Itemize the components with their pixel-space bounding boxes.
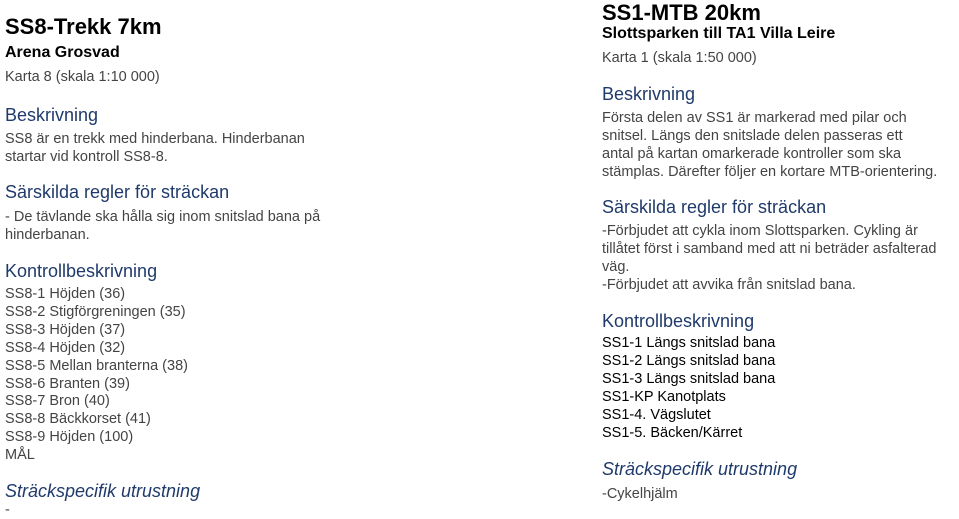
- left-map-info: Karta 8 (skala 1:10 000): [5, 69, 160, 85]
- right-rules-heading: Särskilda regler för sträckan: [602, 197, 827, 217]
- list-item: SS1-4. Vägslutet: [602, 406, 711, 423]
- list-item: SS8-5 Mellan branterna (38): [5, 357, 188, 374]
- list-item: SS8-9 Höjden (100): [5, 429, 134, 446]
- left-controls-list: [5, 286, 188, 465]
- right-stage-title: SS1-MTB 20km: [602, 0, 761, 25]
- list-item: SS1-2 Längs snitslad bana: [602, 352, 776, 369]
- list-item: SS1-3 Längs snitslad bana: [602, 370, 776, 387]
- list-item: SS8-6 Branten (39): [5, 375, 130, 392]
- right-description-line-2: snitsel. Längs den snitslade delen passeras ett: [602, 128, 903, 144]
- list-item: SS8-8 Bäckkorset (41): [5, 411, 151, 428]
- right-description-line-1: Första delen av SS1 är markerad med pilar och: [602, 110, 907, 126]
- right-controls-list: [602, 335, 775, 442]
- left-controls-heading: Kontrollbeskrivning: [5, 261, 158, 281]
- right-map-info: Karta 1 (skala 1:50 000): [602, 50, 757, 66]
- left-equipment-text: -: [5, 502, 10, 518]
- right-description-heading: Beskrivning: [602, 84, 696, 104]
- left-stage-subtitle: Arena Grosvad: [5, 44, 120, 61]
- right-rules-line-2: tillåtet först i samband med att ni beträder asfalterad: [602, 241, 937, 257]
- list-item: SS8-2 Stigförgreningen (35): [5, 303, 186, 320]
- list-item: SS8-3 Höjden (37): [5, 321, 126, 338]
- right-rules-line-1: -Förbjudet att cykla inom Slottsparken. Cykling är: [602, 223, 918, 239]
- list-item: MÅL: [5, 447, 35, 464]
- list-item: SS8-7 Bron (40): [5, 393, 110, 410]
- right-stage-subtitle: Slottsparken till TA1 Villa Leire: [602, 25, 836, 42]
- left-equipment-heading: Sträckspecifik utrustning: [5, 481, 201, 501]
- left-rules-line-2: hinderbanan.: [5, 227, 90, 243]
- right-rules-line-3: väg.: [602, 259, 630, 275]
- list-item: SS1-KP Kanotplats: [602, 388, 726, 405]
- list-item: SS8-1 Höjden (36): [5, 286, 126, 302]
- left-rules-line-1: - De tävlande ska hålla sig inom snitslad bana på: [5, 209, 321, 225]
- left-rules-heading: Särskilda regler för sträckan: [5, 182, 230, 202]
- left-stage-title: SS8-Trekk 7km: [5, 14, 162, 39]
- right-controls-heading: Kontrollbeskrivning: [602, 311, 755, 331]
- right-description-line-3: antal på kartan omarkerade kontroller som ska: [602, 146, 902, 162]
- left-description-line-2: startar vid kontroll SS8-8.: [5, 149, 168, 165]
- list-item: SS1-5. Bäcken/Kärret: [602, 424, 743, 441]
- right-description-line-4: stämplas. Därefter följer en kortare MTB-orientering.: [602, 164, 938, 180]
- left-description-line-1: SS8 är en trekk med hinderbana. Hinderbanan: [5, 131, 305, 147]
- list-item: SS1-1 Längs snitslad bana: [602, 335, 776, 351]
- right-equipment-heading: Sträckspecifik utrustning: [602, 459, 798, 479]
- right-rules-line-4: -Förbjudet att avvika från snitslad bana.: [602, 277, 856, 293]
- right-equipment-text: -Cykelhjälm: [602, 486, 678, 502]
- left-description-heading: Beskrivning: [5, 105, 99, 125]
- list-item: SS8-4 Höjden (32): [5, 339, 126, 356]
